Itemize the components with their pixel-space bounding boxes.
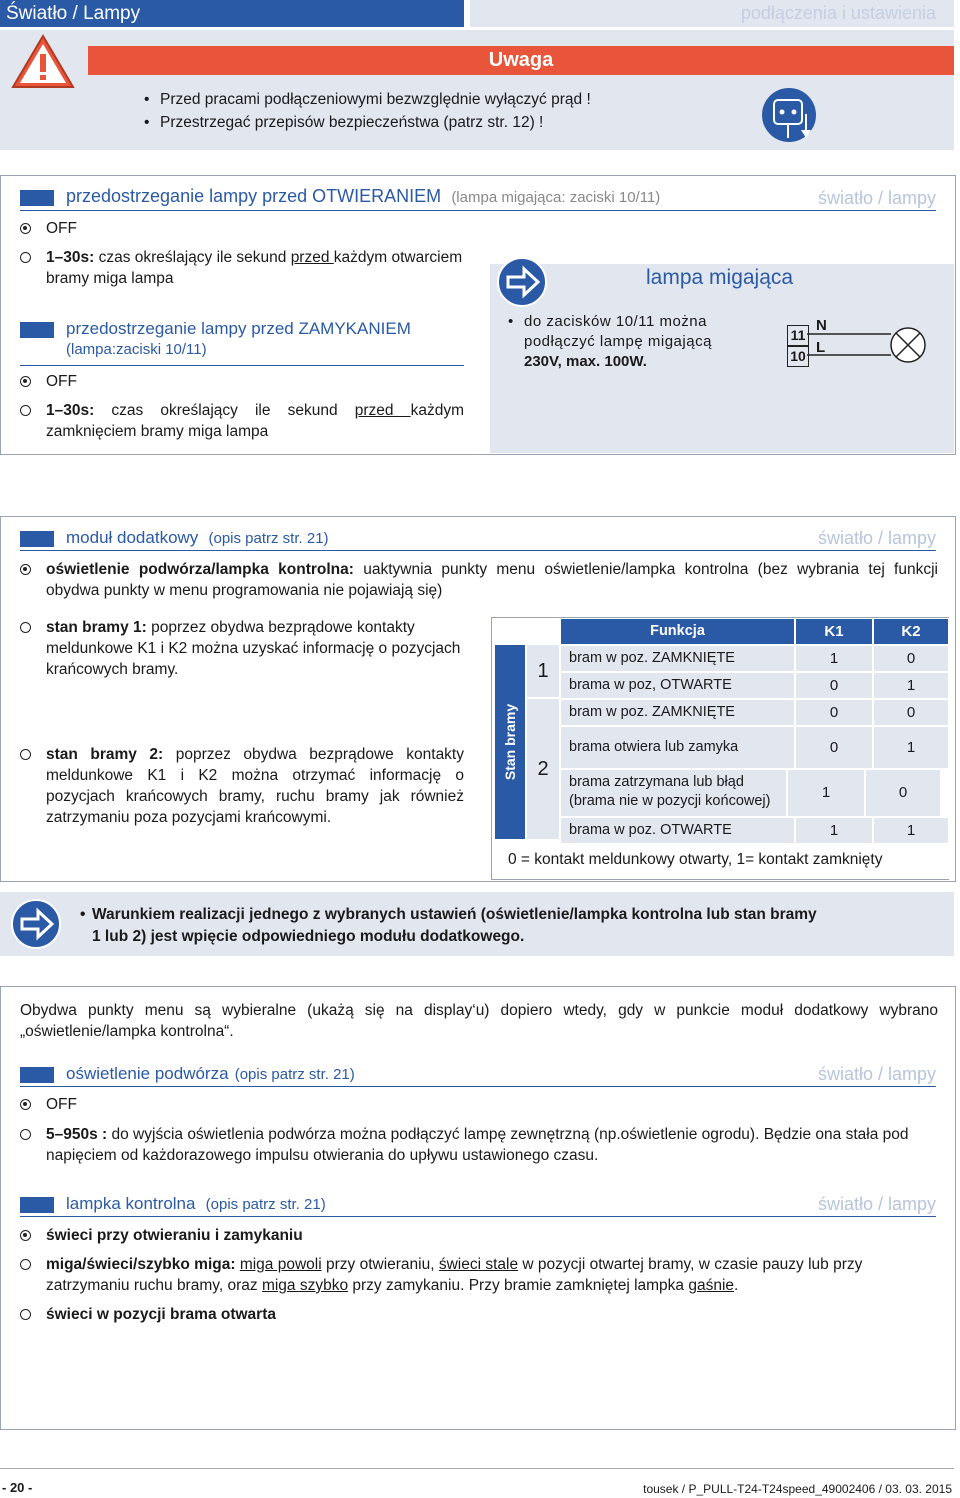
col-k2: K2 (874, 619, 948, 644)
radio[interactable] (20, 1309, 31, 1320)
radio[interactable] (20, 749, 31, 760)
category-label: światło / lampy (817, 188, 936, 208)
group-2: 2 (527, 699, 559, 839)
category-label: światło / lampy (817, 528, 936, 548)
warning-item: • Przestrzegać przepisów bezpieczeństwa (patrz str. 12) ! (160, 111, 591, 134)
section-marker (20, 190, 54, 206)
option-control-3: świeci w pozycji brama otwarta (46, 1306, 276, 1323)
table-legend: 0 = kontakt meldunkowy otwarty, 1= kontakt zamknięty (508, 851, 883, 868)
warning-list (160, 88, 591, 134)
option-control-1: świeci przy otwieraniu i zamykaniu (46, 1227, 303, 1244)
yard-ref: (opis patrz str. 21) (234, 1066, 355, 1083)
option-off: OFF (46, 220, 77, 237)
radio-selected[interactable] (20, 1230, 31, 1241)
warning-triangle-icon (10, 32, 76, 90)
option-off: OFF (46, 1096, 77, 1113)
category-label: światło / lampy (817, 1064, 936, 1084)
open-warning-note: (lampa migająca: zaciski 10/11) (451, 189, 661, 206)
lamp-text: • do zacisków 10/11 można podłączyć lampę migającą 230V, max. 100W. (508, 312, 768, 372)
lamp-text-2: 230V, max. 100W. (524, 353, 647, 370)
arrow-right-icon (496, 256, 548, 308)
option-yard-light: oświetlenie podwórza/lampka kontrolna: uaktywnia punkty menu oświetlenie/lampka kontrolna (bez wybrania tej funkcji obydwa punkty w menu programowania nie pojawiają się) (46, 561, 938, 599)
close-warning-header (20, 319, 464, 366)
terminal-11: 11 (787, 325, 809, 346)
doc-id: tousek / P_PULL-T24-T24speed_49002406 / 03. 03. 2015 (643, 1482, 952, 1496)
control-ref: (opis patrz str. 21) (205, 1196, 326, 1213)
section-marker (20, 1067, 54, 1083)
module-title: moduł dodatkowy (66, 528, 199, 547)
close-warning-note: (lampa:zaciski 10/11) (66, 341, 207, 358)
control-title: lampka kontrolna (66, 1194, 196, 1213)
state-rows (561, 646, 948, 843)
option-off: OFF (46, 373, 77, 390)
radio[interactable] (20, 622, 31, 633)
terminal-10: 10 (787, 346, 809, 367)
option-close-time: 1–30s: czas określający ile sekund przed każdym zamknięciem bramy miga lampa (46, 402, 464, 440)
table-row: brama w poz, OTWARTE 0 1 (561, 673, 948, 698)
close-warning-title: przedostrzeganie lampy przed ZAMYKANIEM (66, 319, 411, 338)
page-title: Światło / Lampy (0, 0, 464, 27)
radio-selected[interactable] (20, 223, 31, 234)
open-warning-title: przedostrzeganie lampy przed OTWIERANIEM (66, 186, 442, 206)
module-ref: (opis patrz str. 21) (208, 530, 329, 547)
option-gate-state-1: stan bramy 1: poprzez obydwa bezprądowe kontakty meldunkowe K1 i K2 można uzyskać informację o pozycjach krańcowych bramy. (46, 619, 461, 678)
section-marker (20, 322, 54, 338)
note-text: • Warunkiem realizacji jednego z wybranych ustawień (oświetlenie/lampka kontrolna lub stan bramy 1 lub 2) jest wpięcie odpowiedniego modułu dodatkowego. (80, 906, 817, 945)
table-row: bram w poz. ZAMKNIĘTE 0 0 (561, 700, 948, 725)
group-1: 1 (527, 645, 559, 697)
plug-icon (760, 86, 822, 148)
lamp-text-1: do zacisków 10/11 można podłączyć lampę migającą (524, 313, 712, 350)
radio[interactable] (20, 1129, 31, 1140)
table-row: brama w poz. OTWARTE 1 1 (561, 818, 948, 843)
footer-line (0, 1468, 954, 1469)
option-control-2: miga/świeci/szybko miga: miga powoli przy otwieraniu, świeci stale w pozycji otwartej bramy, w czasie pauzy lub przy zatrzymaniu ruchu bramy, oraz miga szybko przy zamykaniu. Przy bramie zamkniętej lampka gaśnie. (46, 1256, 863, 1294)
radio-selected[interactable] (20, 564, 31, 575)
option-open-time: 1–30s: czas określający ile sekund przed każdym otwarciem bramy miga lampa (46, 249, 463, 287)
arrow-right-icon (10, 898, 62, 950)
radio-selected[interactable] (20, 376, 31, 387)
col-k1: K1 (796, 619, 872, 644)
label-l: L (816, 339, 826, 356)
label-n: N (816, 317, 827, 334)
col-func: Funkcja (561, 619, 794, 644)
page-number: - 20 - (2, 1480, 33, 1495)
table-row: brama zatrzymana lub błąd (brama nie w pozycji końcowej) 1 0 (561, 770, 948, 816)
radio-selected[interactable] (20, 1099, 31, 1110)
lamp-title: lampa migająca (646, 266, 794, 289)
intro-text: Obydwa punkty menu są wybieralne (ukażą się na display‘u) dopiero wtedy, gdy w punkcie moduł dodatkowy wybrano „oświetlenie/lampka kontrolna“. (20, 1002, 938, 1040)
radio[interactable] (20, 405, 31, 416)
table-row: bram w poz. ZAMKNIĘTE 1 0 (561, 646, 948, 671)
table-row: brama otwiera lub zamyka 0 1 (561, 727, 948, 768)
lamp-wiring-icon (807, 326, 929, 366)
radio[interactable] (20, 252, 31, 263)
section-title: podłączenia i ustawienia (470, 0, 954, 27)
option-gate-state-2: stan bramy 2: poprzez obydwa bezprądowe kontakty meldunkowe K1 i K2 można otrzymać informację o pozycjach krańcowych bramy, ruchu bramy jak również zatrzymaniu poza pozycjami krańcowymi. (46, 746, 464, 826)
warning-item: • Przed pracami podłączeniowymi bezwzględnie wyłączyć prąd ! (160, 88, 591, 111)
yard-title: oświetlenie podwórza (66, 1064, 229, 1083)
state-side-label: Stan bramy (502, 703, 518, 781)
warning-title: Uwaga (88, 46, 954, 75)
state-side (495, 645, 525, 839)
section-marker (20, 531, 54, 547)
category-label: światło / lampy (817, 1194, 936, 1214)
section-marker (20, 1197, 54, 1213)
radio[interactable] (20, 1259, 31, 1270)
option-yard-time: 5–950s : do wyjścia oświetlenia podwórza można podłączyć lampę zewnętrzną (np.oświetlenie ogrodu). Będzie ona stała pod napięciem od każdorazowego impulsu otwierania do upływu ustawionego czasu. (46, 1126, 909, 1164)
